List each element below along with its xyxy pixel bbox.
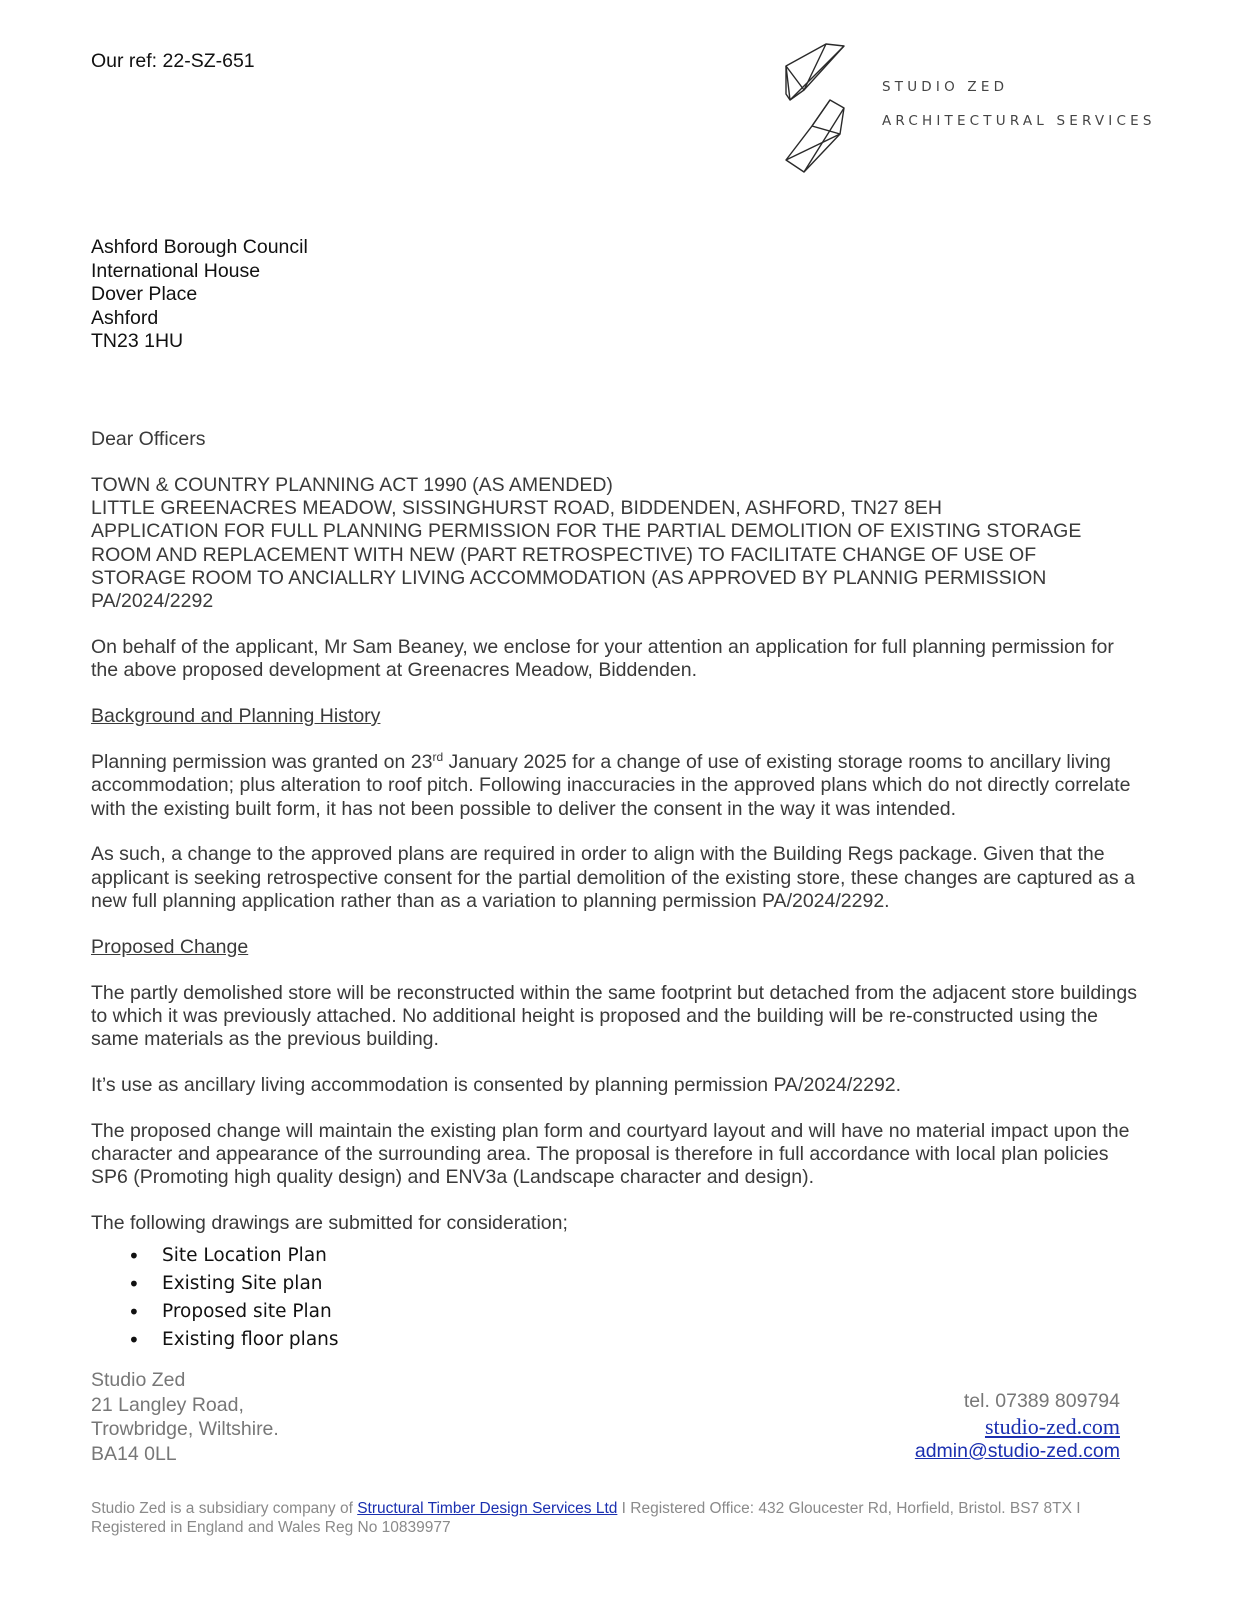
recipient-address — [91, 236, 308, 354]
section-heading-proposed-change: Proposed Change — [91, 935, 249, 958]
studio-zed-logo-mark — [782, 42, 862, 176]
section-heading-background: Background and Planning History — [91, 705, 381, 728]
reconstruction-paragraph: The partly demolished store will be reconstructed within the same footprint but detached from the adjacent store buildings to which it was previously attached. No additional height is proposed and the building will be re-constructed using the same materials as the previous building. — [91, 981, 1137, 1051]
use-paragraph: It’s use as ancillary living accommodation is consented by planning permission PA/2024/2292. — [91, 1073, 902, 1096]
website-link[interactable]: studio-zed.com — [984, 1414, 1120, 1439]
company-address-line: Trowbridge, Wiltshire. — [91, 1418, 279, 1441]
company-address-line: BA14 0LL — [91, 1442, 177, 1465]
policy-paragraph: The proposed change will maintain the existing plan form and courtyard layout and will have no material impact upon the character and appearance of the surrounding area. The proposal is therefore in full accordance with local plan policies SP6 (Promoting high quality design) and ENV3a (Landscape character and design). — [91, 1119, 1130, 1189]
logo-tagline: ARCHITECTURAL SERVICES — [882, 113, 1156, 129]
drawings-list — [128, 1242, 339, 1354]
heading-line: ROOM AND REPLACEMENT WITH NEW (PART RETROSPECTIVE) TO FACILITATE CHANGE OF USE OF — [91, 543, 1037, 566]
heading-line: STORAGE ROOM TO ANCIALLRY LIVING ACCOMMODATION (AS APPROVED BY PLANNIG PERMISSION — [91, 566, 1047, 589]
parent-company-link[interactable]: Structural Timber Design Services Ltd — [357, 1500, 618, 1517]
list-item: • Existing floor plans — [128, 1328, 339, 1352]
address-line: Ashford Borough Council — [91, 236, 308, 258]
company-contact — [915, 1389, 1120, 1462]
address-line: Dover Place — [91, 283, 198, 305]
company-address-line: Studio Zed — [91, 1369, 186, 1391]
drawings-intro: The following drawings are submitted for consideration; — [91, 1212, 568, 1235]
background-paragraph: Planning permission was granted on 23rd January 2025 for a change of use of existing storage rooms to ancillary living accommodation; plus alteration to roof pitch. Following inaccuracies in the approved plans which do not directly correlate with the existing built form, it has not been possible to deliver the consent in the way it was intended. — [91, 749, 1131, 820]
heading-line: TOWN & COUNTRY PLANNING ACT 1990 (AS AMENDED) — [91, 473, 613, 496]
address-line: Ashford — [91, 306, 159, 329]
email-link[interactable]: admin@studio-zed.com — [914, 1440, 1120, 1462]
heading-line: APPLICATION FOR FULL PLANNING PERMISSION FOR THE PARTIAL DEMOLITION OF EXISTING STORAGE — [91, 520, 1082, 543]
address-line: TN23 1HU — [91, 330, 184, 352]
intro-paragraph: On behalf of the applicant, Mr Sam Beaney, we enclose for your attention an application for full planning permission for the above proposed development at Greenacres Meadow, Biddenden. — [91, 636, 1114, 682]
building-regs-paragraph: As such, a change to the approved plans are required in order to align with the Building Regs package. Given that the applicant is seeking retrospective consent for the partial demolition of the existing store, these changes are captured as a new full planning application rather than as a variation to planning permission PA/2024/2292. — [91, 843, 1135, 912]
bullet-icon: • — [128, 1272, 140, 1296]
legal-footer: Studio Zed is a subsidiary company of Structural Timber Design Services Ltd I Registered Office: 432 Gloucester Rd, Horfield, Bristol. BS7 8TX I Registered in England and Wales Reg No 10839977 — [91, 1500, 1081, 1536]
bullet-icon: • — [128, 1300, 140, 1324]
company-address — [91, 1368, 279, 1466]
salutation: Dear Officers — [91, 428, 206, 450]
address-line: International House — [91, 259, 261, 282]
heading-line: LITTLE GREENACRES MEADOW, SISSINGHURST ROAD, BIDDENDEN, ASHFORD, TN27 8EH — [91, 497, 942, 520]
company-address-line: 21 Langley Road, — [91, 1393, 244, 1416]
list-item: • Site Location Plan — [128, 1244, 327, 1268]
telephone: tel. 07389 809794 — [963, 1390, 1120, 1412]
studio-zed-logo — [782, 42, 1156, 176]
heading-line: PA/2024/2292 — [91, 590, 214, 613]
reference-number: Our ref: 22-SZ-651 — [91, 50, 255, 72]
bullet-icon: • — [128, 1244, 140, 1268]
list-item: • Proposed site Plan — [128, 1300, 332, 1324]
logo-company-name: STUDIO ZED — [882, 79, 1009, 95]
bullet-icon: • — [128, 1328, 140, 1352]
list-item: • Existing Site plan — [128, 1272, 323, 1296]
letter-body — [91, 428, 1141, 1258]
